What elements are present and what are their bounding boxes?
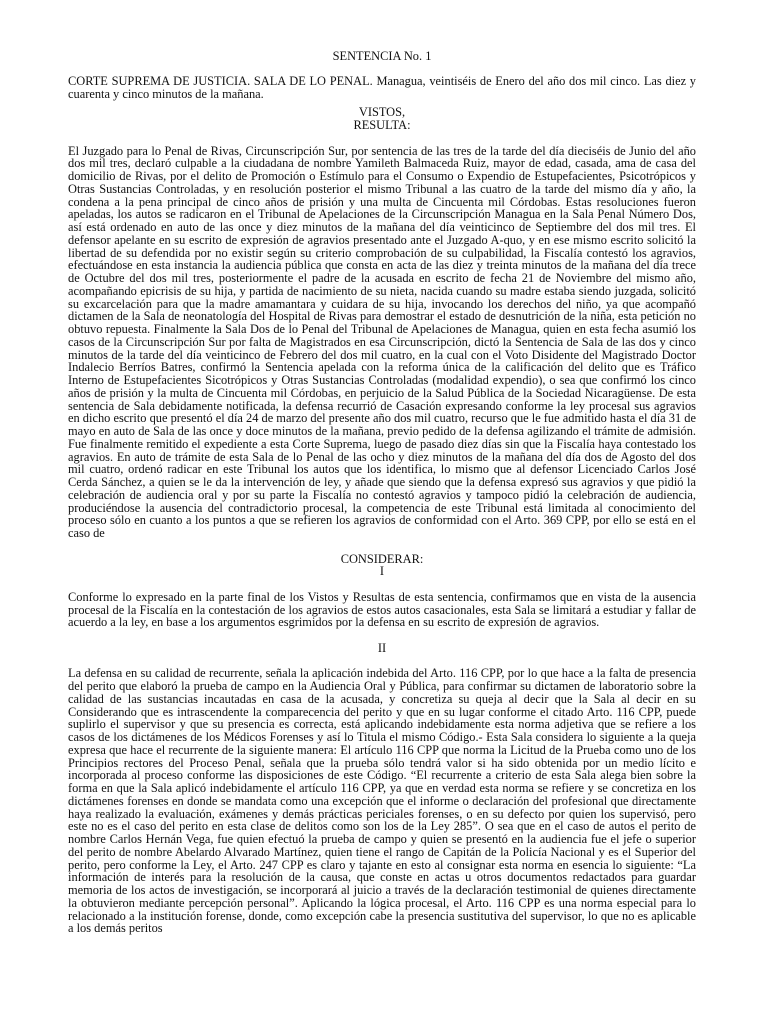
considerar-heading: CONSIDERAR:	[340, 551, 424, 566]
section-i-heading: I	[379, 564, 385, 579]
resulta-heading: RESULTA:	[353, 118, 411, 132]
resulta-paragraph: El Juzgado para lo Penal de Rivas, Circunscripción Sur, por sentencia de las tres de la tarde del día dieciséis de Junio del año dos mil tres, declaró culpable a la ciudadana de nombre Yamileth Balmaceda Ruiz, mayor de edad, casada, ama de casa del domicilio de Rivas, por el delito de Promoción o Estímulo para el Consumo o Expendio de Estupefacientes, Psicotrópicos y Otras Sustancias Controladas, y en resolución posterior el mismo Tribunal a las cuatro de la tarde del mismo día y año, la condena a la pena principal de cinco años de prisión y una multa de Cincuenta mil Córdobas. Estas resoluciones fueron apeladas, los autos se radicaron en el Tribunal de Apelaciones de la Circunscripción Managua en la Sala Penal Número Dos, así está ordenado en auto de las once y diez minutos de la mañana del día veinticinco de Septiembre del dos mil tres. El defensor apelante en su escrito de expresión de agravios presentado ante el Juzgado A-quo, y en ese mismo escrito solicitó la libertad de su defendida por no existir según su criterio comprobación de su culpabilidad, la Fiscalía contestó los agravios, efectuándose en esta instancia la audiencia pública que consta en acta de las diez y treinta minutos de la mañana del día trece de Octubre del dos mil tres, posteriormente el padre de la acusada en escrito de fecha 21 de Noviembre del mismo año, acompañando epicrisis de su hija, y partida de nacimiento de su nieta, nacida cuando su madre estaba siendo juzgada, solicitó su excarcelación para que la madre amamantara y cuidara de su hija, invocando los derechos del niño, ya que acompañó dictamen de la Sala de neonatología del Hospital de Rivas para demostrar el estado de desnutrición de la niña, esta petición no obtuvo repuesta. Finalmente la Sala Dos de lo Penal del Tribunal de Apelaciones de Managua, quien en esta fecha asumió los casos de la Circunscripción Sur por falta de Magistrados en esa Circunscripción, dictó la Sentencia de Sala de las dos y cinco minutos de la tarde del día veinticinco de Febrero del dos mil cuatro, en la cual con el Voto Disidente del Magistrado Doctor Indalecio Berríos Batres, confirmó la Sentencia apelada con la reforma única de la calificación del delito que es Tráfico Interno de Estupefacientes Sicotrópicos y Otras Sustancias Controladas (modalidad expendio), o sea que confirmó los cinco años de prisión y la multa de Cincuenta mil Córdobas, en perjuicio de la Salud Pública de la Sociedad Nicaragüense. De esta sentencia de Sala debidamente notificada, la defensa recurrió de Casación expresando conforme la ley procesal sus agravios en dicho escrito que presentó el día 24 de marzo del presente año dos mil cuatro, recurso que le fue admitido hasta el día 31 de mayo en auto de Sala de las once y doce minutos de la mañana, previo pedido de la defensa agilizando el trámite de admisión. Fue finalmente remitido el expediente a esta Corte Suprema, luego de pasado diez días sin que la Fiscalía haya contestado los agravios. En auto de trámite de esta Sala de lo Penal de las ocho y diez minutos de la mañana del día dos de Agosto del dos mil cuatro, ordenó radicar en este Tribunal los autos que los identifica, lo mismo que al defensor Licenciado Carlos José Cerda Sánchez, a quien se le da la intervención de ley, y añade que siendo que la defensa expresó sus agravios y que pidió la celebración de audiencia oral y por su parte la Fiscalía no contestó agravios y tampoco pidió la celebración de audiencia, produciéndose la ausencia del contradictorio procesal, la competencia de este Tribunal está limitada al conocimiento del proceso sólo en cuanto a los puntos a que se refieren los agravios de conformidad con el Arto. 369 CPP, por ello se está en el caso de	[68, 143, 696, 540]
considerar-ii-paragraph: La defensa en su calidad de recurrente, señala la aplicación indebida del Arto. 116 CPP, por lo que hace a la falta de presencia del perito que elaboró la prueba de campo en la Audiencia Oral y Pública, para confirmar su dictamen de laboratorio sobre la calidad de las sustancias incautadas en casa de la acusada, y concretiza su queja al decir que la Sala al decir en su Considerando que es intrascendente la comparecencia del perito y que en su lugar conforme el citado Arto. 116 CPP, puede suplirlo el supervisor y que su presencia es correcta, está aplicando indebidamente esta norma adjetiva que se refiere a los casos de los dictámenes de los Médicos Forenses y así lo Titula el mismo Código.- Esta Sala considera lo siguiente a la queja expresa que hace el recurrente de la siguiente manera: El artículo 116 CPP que norma la Licitud de la Prueba como uno de los Principios rectores del Proceso Penal, señala que la prueba sólo tendrá valor si ha sido obtenida por un medio lícito e incorporada al proceso conforme las disposiciones de este Código. “El recurrente a criterio de esta Sala alega bien sobre la forma en que la Sala aplicó indebidamente el artículo 116 CPP, ya que en verdad esta norma se refiere y se concretiza en los dictámenes forenses en donde se mandata como una excepción que el informe o declaración del profesional que directamente haya realizado la evaluación, exámenes y demás prácticas periciales forenses, o en su defecto por quien los supervisó, pero este no es el caso del perito en esta clase de delitos como son los de la Ley 285”. O sea que en el caso de autos el perito de nombre Carlos Hernán Vega, fue quien efectuó la prueba de campo y quien se presentó en la audiencia fue el jefe o superior del perito de nombre Abelardo Alvarado Martínez, quien tiene el rango de Capitán de la Policía Nacional y es el Superior del perito, pero conforme la Ley, el Arto. 247 CPP es claro y tajante en esto al consignar esta norma en esencia lo siguiente: “La información de interés para la resolución de la causa, que conste en actas u otros documentos redactados para guardar memoria de los actos de investigación, se incorporará al juicio a través de la declaración testimonial de quienes directamente la obtuvieron mediante percepción personal”. Aplicando la lógica procesal, el Arto. 116 CPP es una norma especial para lo relacionado a la institución forense, donde, como excepción cabe la presencia sustitutiva del supervisor, lo que no es aplicable a los demás peritos	[68, 666, 696, 936]
section-ii-heading: II	[377, 640, 387, 655]
considerar-i-paragraph: Conforme lo expresado en la parte final de los Vistos y Resultas de esta sentencia, confirmamos que en vista de la ausencia procesal de la Fiscalía en la contestación de los agravios de estos autos casacionales, esta Sala se limitará a estudiar y fallar de acuerdo a la ley, en base a los argumentos esgrimidos por la defensa en su escrito de expresión de agravios.	[68, 589, 696, 630]
vistos-heading: VISTOS,	[358, 105, 406, 120]
document-title: SENTENCIA No. 1	[332, 49, 432, 63]
header-paragraph: CORTE SUPREMA DE JUSTICIA. SALA DE LO PENAL. Managua, veintiséis de Enero del año dos mil cinco. Las diez y cuarenta y cinco minutos de la mañana.	[68, 73, 696, 101]
document-page	[68, 50, 696, 935]
